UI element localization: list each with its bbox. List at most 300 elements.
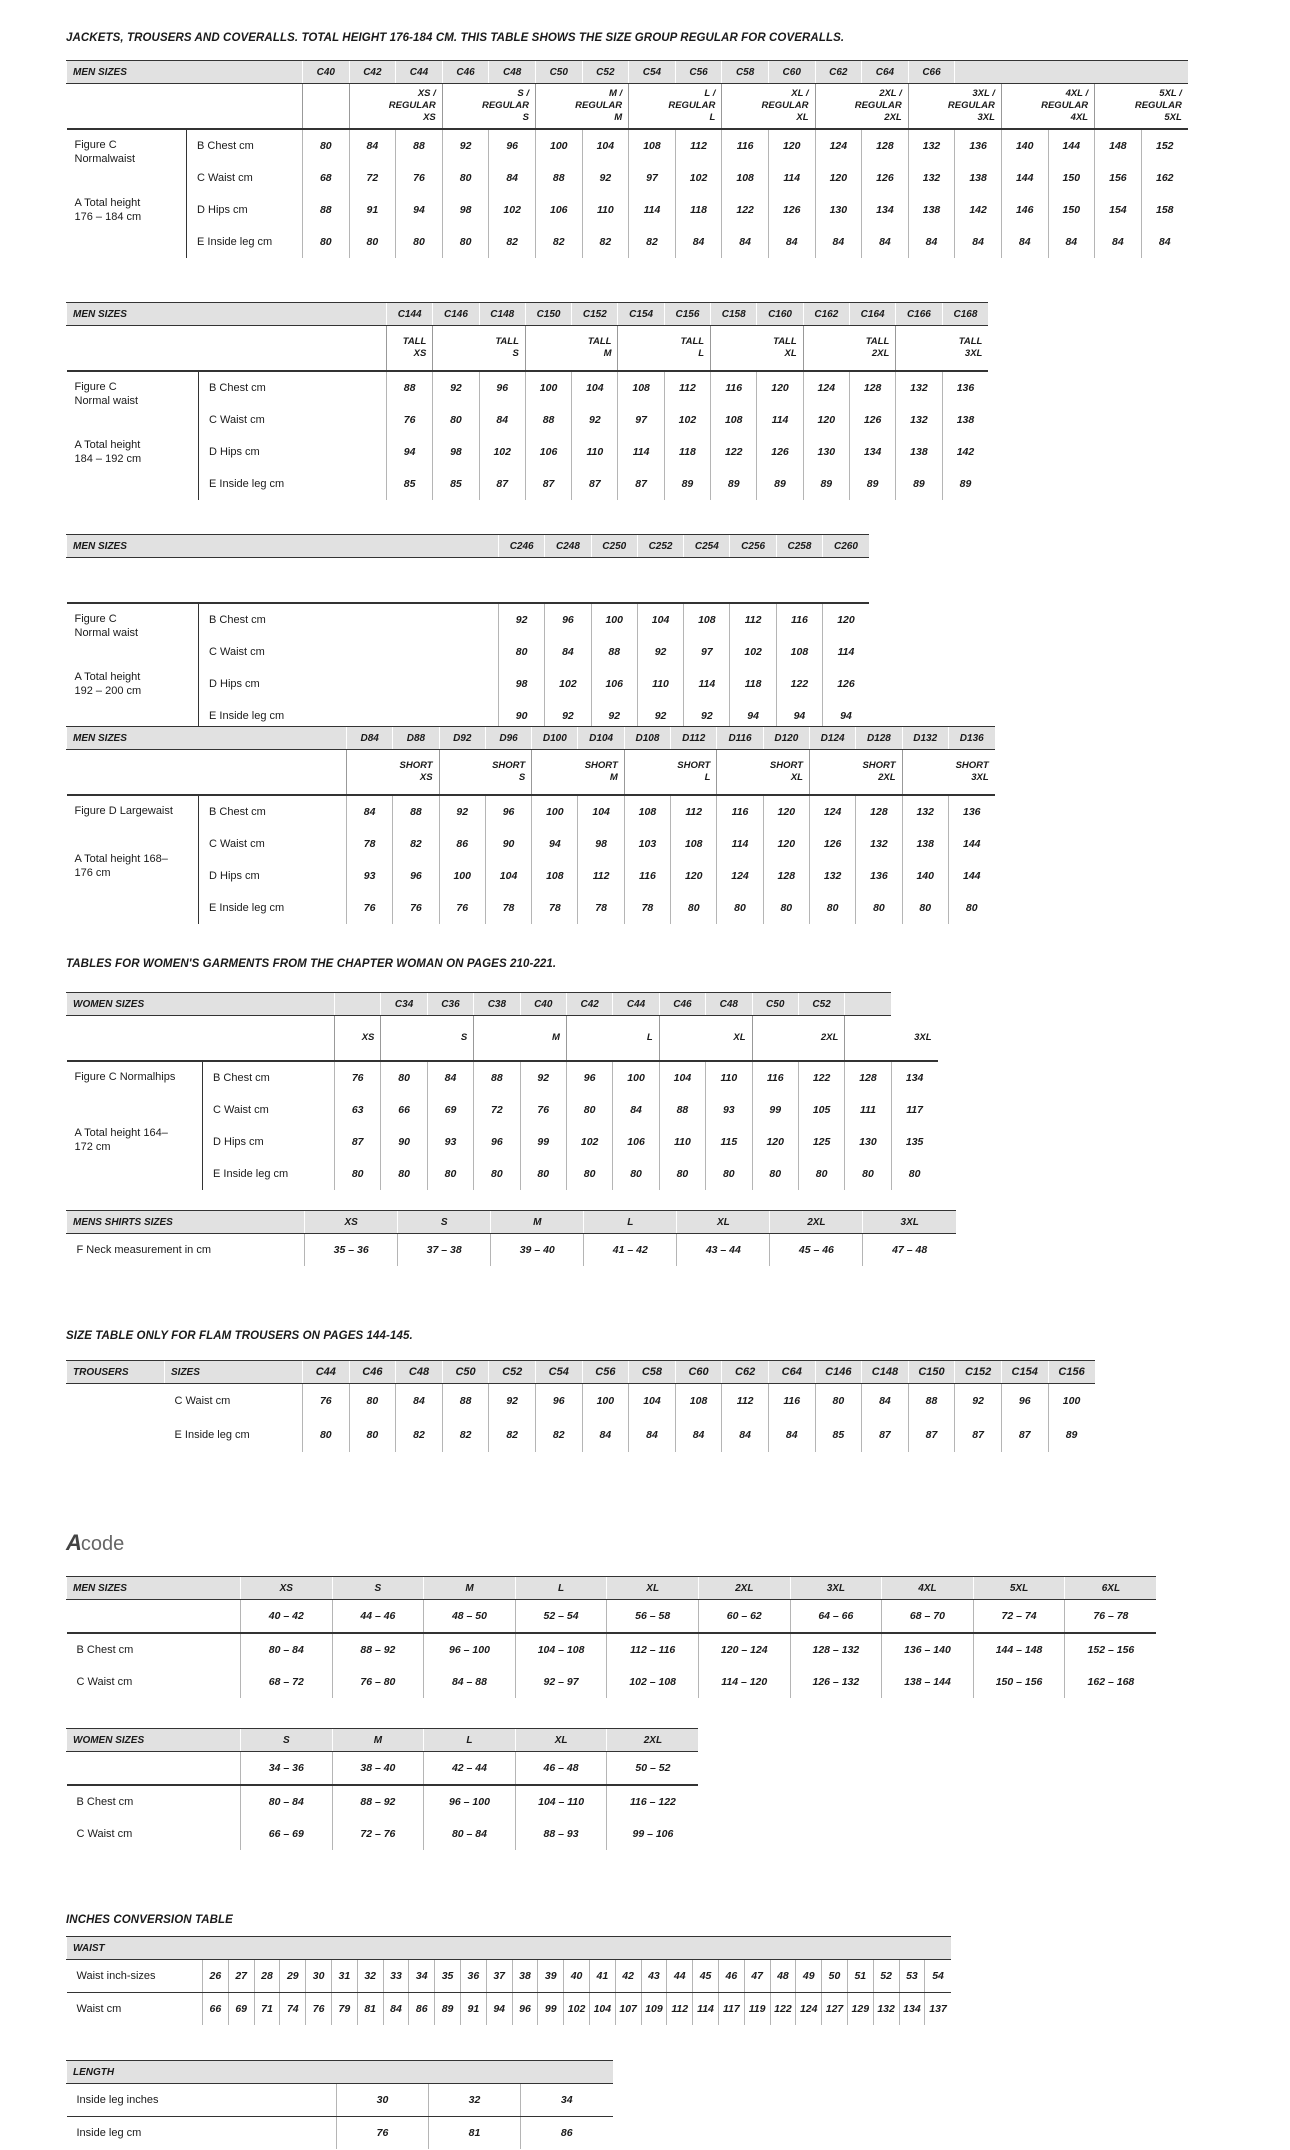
value-cell: 132 <box>908 162 955 194</box>
sub-value: 46 – 48 <box>515 1752 607 1786</box>
value-cell: 86 <box>439 828 485 860</box>
size-label: MEN SIZES <box>67 1577 241 1600</box>
value-cell: 102 <box>545 668 591 700</box>
value-cell: 89 <box>896 468 942 500</box>
size-code: XL <box>607 1577 699 1600</box>
group-line: TALL <box>402 336 427 347</box>
value-cell: 104 <box>485 860 531 892</box>
value-cell: 80 <box>427 1158 473 1190</box>
value-cell: 122 <box>722 194 769 226</box>
measure-label: E Inside leg cm <box>199 700 499 732</box>
size-code: 5XL <box>973 1577 1065 1600</box>
value-cell: 47 – 48 <box>863 1234 956 1267</box>
figure-name: Figure C <box>74 139 117 151</box>
size-code: 2XL <box>607 1729 699 1752</box>
value-cell: 36 <box>460 1960 486 1993</box>
value-cell: 96 <box>535 1384 582 1418</box>
value-cell: 132 <box>873 1993 899 2026</box>
value-cell: 84 – 88 <box>424 1666 516 1698</box>
value-cell: 152 – 156 <box>1065 1633 1157 1666</box>
measure-label: B Chest cm <box>76 1796 134 1808</box>
group-empty <box>499 558 869 604</box>
value-cell: 103 <box>624 828 670 860</box>
value-cell: 93 <box>427 1126 473 1158</box>
size-code: C164 <box>849 303 895 326</box>
value-cell: 84 <box>768 1418 815 1452</box>
value-cell: 136 – 140 <box>882 1633 974 1666</box>
value-cell: 30 <box>306 1960 332 1993</box>
value-cell: 89 <box>435 1993 461 2026</box>
size-code: 3XL <box>863 1211 956 1234</box>
data-row <box>67 404 989 436</box>
men-sizes-tall-extra-table <box>66 534 869 732</box>
value-cell: 80 – 84 <box>241 1633 333 1666</box>
value-cell: 108 <box>722 162 769 194</box>
value-cell: 120 <box>803 404 849 436</box>
value-cell: 108 <box>684 603 730 636</box>
value-cell: 84 <box>347 795 393 828</box>
value-cell: 84 <box>613 1094 659 1126</box>
group-line: 3XL <box>964 348 983 359</box>
group-line: 3XL / <box>972 88 995 99</box>
group-line: S / <box>517 88 529 99</box>
size-code: C52 <box>582 61 629 84</box>
value-cell: 102 – 108 <box>607 1666 699 1698</box>
value-cell: 120 <box>752 1126 798 1158</box>
value-cell: 89 <box>942 468 988 500</box>
value-cell: 122 <box>776 668 822 700</box>
size-code: 3XL <box>790 1577 882 1600</box>
size-code: C38 <box>474 993 520 1016</box>
group-line: 2XL <box>878 772 896 783</box>
value-cell: 52 <box>873 1960 899 1993</box>
value-cell: 126 <box>757 436 803 468</box>
value-cell: 114 <box>823 636 869 668</box>
value-cell: 104 <box>637 603 683 636</box>
value-cell: 134 <box>891 1061 937 1094</box>
value-cell: 82 <box>489 1418 536 1452</box>
group-row <box>67 1016 938 1062</box>
value-cell: 102 <box>730 636 776 668</box>
value-cell: 96 <box>479 371 525 404</box>
value-cell: 84 <box>862 226 909 258</box>
value-cell: 27 <box>228 1960 254 1993</box>
size-code: C42 <box>566 993 612 1016</box>
value-cell: 80 <box>335 1158 381 1190</box>
sub-value: 56 – 58 <box>607 1600 699 1634</box>
size-code: S <box>332 1577 424 1600</box>
value-cell: 39 <box>538 1960 564 1993</box>
value-cell: 110 <box>659 1126 705 1158</box>
size-code: C52 <box>798 993 844 1016</box>
value-cell: 94 <box>532 828 578 860</box>
measure-label: D Hips cm <box>203 1126 335 1158</box>
value-cell: 80 <box>303 1418 350 1452</box>
group-line: S <box>518 772 526 783</box>
sub-value: 42 – 44 <box>424 1752 516 1786</box>
value-cell: 92 <box>545 700 591 732</box>
size-label: MENS SHIRTS SIZES <box>67 1211 305 1234</box>
value-cell: 102 <box>564 1993 590 2026</box>
value-cell: 76 <box>303 1384 350 1418</box>
size-group <box>387 326 433 372</box>
size-code: C48 <box>396 1361 443 1384</box>
value-cell: 87 <box>479 468 525 500</box>
value-cell: 104 <box>578 795 624 828</box>
value-cell: 84 <box>1001 226 1048 258</box>
value-cell: 116 <box>711 371 757 404</box>
size-code: C156 <box>1048 1361 1095 1384</box>
value-cell: 87 <box>618 468 664 500</box>
value-cell: 114 <box>768 162 815 194</box>
size-group <box>335 1016 381 1062</box>
value-cell: 110 <box>706 1061 752 1094</box>
value-cell: 80 <box>671 892 717 924</box>
section-heading-inches: INCHES CONVERSION TABLE <box>66 1914 233 1926</box>
size-code: C52 <box>489 1361 536 1384</box>
data-row <box>67 436 989 468</box>
group-line: SHORT <box>677 760 711 771</box>
size-code: C36 <box>427 993 473 1016</box>
measure-label: C Waist cm <box>199 404 387 436</box>
size-group <box>629 84 722 130</box>
value-cell: 80 <box>474 1158 520 1190</box>
sub-value: 68 – 70 <box>882 1600 974 1634</box>
size-code: C152 <box>572 303 618 326</box>
data-row <box>67 1234 957 1267</box>
value-cell: 40 <box>564 1960 590 1993</box>
size-code: L <box>584 1211 677 1234</box>
group-line: 4XL / <box>1065 88 1089 99</box>
value-cell: 117 <box>718 1993 744 2026</box>
group-line: SHORT <box>492 760 526 771</box>
value-cell: 116 <box>722 129 769 162</box>
size-code: C64 <box>768 1361 815 1384</box>
value-cell: 107 <box>615 1993 641 2026</box>
value-cell: 80 <box>442 226 489 258</box>
value-cell: 82 <box>535 1418 582 1452</box>
data-row <box>67 1960 951 1993</box>
value-cell: 112 <box>722 1384 769 1418</box>
size-code: C44 <box>396 61 443 84</box>
value-cell: 108 <box>671 828 717 860</box>
value-cell: 76 <box>396 162 443 194</box>
data-row <box>67 1384 1095 1418</box>
value-cell: 126 <box>849 404 895 436</box>
value-cell: 94 <box>387 436 433 468</box>
header-row <box>67 1729 699 1752</box>
size-group <box>474 1016 567 1062</box>
value-cell: 54 <box>925 1960 951 1993</box>
value-cell: 112 <box>667 1993 693 2026</box>
size-table <box>66 60 1188 258</box>
value-cell: 96 <box>485 795 531 828</box>
figure-label <box>67 371 199 500</box>
group-line: XS <box>413 348 427 359</box>
value-cell: 150 – 156 <box>973 1666 1065 1698</box>
header-row <box>67 993 938 1016</box>
value-cell: 130 <box>803 436 849 468</box>
value-cell: 48 <box>770 1960 796 1993</box>
data-row <box>67 1061 938 1094</box>
value-cell: 124 <box>809 795 855 828</box>
data-row <box>67 892 995 924</box>
header-row <box>67 727 995 750</box>
value-cell: 154 <box>1095 194 1142 226</box>
data-row <box>67 2084 613 2117</box>
value-cell: 100 <box>532 795 578 828</box>
value-cell: 92 <box>591 700 637 732</box>
acode-logo: Acode <box>66 1530 125 1555</box>
measure-label: C Waist cm <box>199 828 347 860</box>
total-height-label: A Total height 164– <box>74 1127 168 1139</box>
group-line: L <box>698 348 705 359</box>
size-code: C54 <box>629 61 676 84</box>
value-cell: 68 <box>303 162 350 194</box>
group-line: XL <box>733 1032 746 1043</box>
size-code: XL <box>515 1729 607 1752</box>
size-group <box>809 750 902 796</box>
value-cell: 85 <box>815 1418 862 1452</box>
length-conversion-table <box>66 2060 613 2149</box>
value-cell: 38 <box>512 1960 538 1993</box>
group-line: L <box>709 112 716 123</box>
size-code: D96 <box>485 727 531 750</box>
data-row <box>67 603 869 636</box>
table-label: WAIST <box>67 1937 951 1960</box>
size-group <box>439 750 532 796</box>
measure-label: B Chest cm <box>199 603 499 636</box>
value-cell: 43 – 44 <box>677 1234 770 1267</box>
value-cell: 66 <box>203 1993 229 2026</box>
value-cell: 34 <box>521 2084 613 2117</box>
value-cell: 100 <box>525 371 571 404</box>
sub-row <box>67 1600 1157 1634</box>
value-cell: 138 <box>908 194 955 226</box>
value-cell: 32 <box>357 1960 383 1993</box>
measure-label: Inside leg inches <box>67 2084 337 2117</box>
measure-label: C Waist cm <box>187 162 303 194</box>
size-code: C146 <box>433 303 479 326</box>
value-cell: 128 – 132 <box>790 1633 882 1666</box>
size-group <box>845 1016 938 1062</box>
value-cell: 80 <box>891 1158 937 1190</box>
value-cell: 80 <box>499 636 545 668</box>
size-code: C156 <box>664 303 710 326</box>
size-group <box>908 84 1001 130</box>
value-cell: 96 <box>512 1993 538 2026</box>
group-line: M / <box>608 88 623 99</box>
group-line: XL <box>784 348 797 359</box>
size-code: C48 <box>489 61 536 84</box>
size-group <box>711 326 804 372</box>
value-cell: 84 <box>722 1418 769 1452</box>
value-cell: 51 <box>847 1960 873 1993</box>
group-line: SHORT <box>769 760 803 771</box>
value-cell: 150 <box>1048 162 1095 194</box>
value-cell: 35 – 36 <box>305 1234 398 1267</box>
value-cell: 79 <box>331 1993 357 2026</box>
measure-label: B Chest cm <box>187 129 303 162</box>
figure-label <box>67 1061 203 1190</box>
value-cell: 80 <box>381 1061 427 1094</box>
measure-label: Waist cm <box>76 2003 122 2015</box>
value-cell: 80 <box>520 1158 566 1190</box>
value-cell: 63 <box>335 1094 381 1126</box>
total-height-label: A Total height <box>74 439 141 451</box>
men-sizes-regular-table <box>66 60 1188 258</box>
value-cell: 105 <box>798 1094 844 1126</box>
value-cell: 120 <box>757 371 803 404</box>
section-heading-coveralls: JACKETS, TROUSERS AND COVERALLS. TOTAL HEIGHT 176-184 CM. THIS TABLE SHOWS THE SIZE GROUP REGULAR FOR COVERALLS. <box>66 32 845 44</box>
group-line: REGULAR <box>854 100 902 111</box>
group-blank <box>67 558 499 604</box>
size-group <box>525 326 618 372</box>
value-cell: 84 <box>383 1993 409 2026</box>
group-line: REGULAR <box>761 100 809 111</box>
group-line: REGULAR <box>388 100 436 111</box>
value-cell: 92 <box>684 700 730 732</box>
data-row <box>67 1418 1095 1452</box>
value-cell: 128 <box>845 1061 891 1094</box>
value-cell: 126 <box>768 194 815 226</box>
value-cell: 88 <box>474 1061 520 1094</box>
figure-label <box>67 129 187 258</box>
value-cell: 132 <box>809 860 855 892</box>
value-cell: 80 <box>396 226 443 258</box>
empty-cell <box>67 1384 165 1418</box>
value-cell: 138 <box>955 162 1002 194</box>
value-cell: 76 <box>335 1061 381 1094</box>
size-code: C56 <box>582 1361 629 1384</box>
value-cell: 98 <box>578 828 624 860</box>
value-cell: 114 <box>693 1993 719 2026</box>
value-cell: 44 <box>667 1960 693 1993</box>
group-blank <box>67 84 303 130</box>
figure-label <box>67 795 199 924</box>
value-cell: 108 <box>532 860 578 892</box>
header-gap <box>955 61 1188 84</box>
group-line: 5XL / <box>1159 88 1182 99</box>
data-row <box>67 226 1188 258</box>
size-group <box>752 1016 845 1062</box>
value-cell: 84 <box>349 129 396 162</box>
size-code: C46 <box>349 1361 396 1384</box>
group-line: TALL <box>587 336 612 347</box>
value-cell: 82 <box>489 226 536 258</box>
size-code: C150 <box>908 1361 955 1384</box>
measure-label: B Chest cm <box>76 1644 134 1656</box>
value-cell: 76 <box>393 892 439 924</box>
data-row <box>67 828 995 860</box>
group-line: M <box>552 1032 560 1043</box>
size-code: D132 <box>902 727 948 750</box>
value-cell: 104 – 108 <box>515 1633 607 1666</box>
size-code: C160 <box>757 303 803 326</box>
value-cell: 76 <box>387 404 433 436</box>
header-row <box>67 535 869 558</box>
value-cell: 76 <box>347 892 393 924</box>
value-cell: 78 <box>578 892 624 924</box>
value-cell: 88 – 92 <box>332 1785 424 1818</box>
group-line: XS <box>419 772 433 783</box>
size-code: D136 <box>948 727 994 750</box>
size-code: C248 <box>545 535 591 558</box>
size-code: C48 <box>706 993 752 1016</box>
value-cell: 92 <box>582 162 629 194</box>
value-cell: 104 <box>589 1993 615 2026</box>
value-cell: 80 <box>349 226 396 258</box>
value-cell: 84 <box>815 226 862 258</box>
value-cell: 88 <box>303 194 350 226</box>
value-cell: 30 <box>337 2084 429 2117</box>
value-cell: 84 <box>1141 226 1188 258</box>
value-cell: 120 – 124 <box>698 1633 790 1666</box>
value-cell: 80 <box>442 162 489 194</box>
figure-sub: Normal waist <box>74 395 139 407</box>
size-code: C40 <box>520 993 566 1016</box>
group-line: XL <box>790 772 803 783</box>
value-cell: 88 <box>525 404 571 436</box>
total-height-value: 192 – 200 cm <box>74 685 142 697</box>
value-cell: 80 <box>303 129 350 162</box>
value-cell: 122 <box>711 436 757 468</box>
group-line: XS <box>423 112 436 123</box>
value-cell: 96 <box>1001 1384 1048 1418</box>
total-height-value: 176 cm <box>74 867 111 879</box>
value-cell: 84 <box>396 1384 443 1418</box>
measure-label: D Hips cm <box>199 668 499 700</box>
measure-label: C Waist cm <box>203 1094 335 1126</box>
value-cell: 162 <box>1141 162 1188 194</box>
sub-value: 60 – 62 <box>698 1600 790 1634</box>
value-cell: 100 <box>535 129 582 162</box>
value-cell: 84 <box>582 1418 629 1452</box>
value-cell: 96 <box>489 129 536 162</box>
size-group <box>722 84 815 130</box>
size-code: D92 <box>439 727 485 750</box>
value-cell: 130 <box>845 1126 891 1158</box>
total-height-label: A Total height <box>74 671 141 683</box>
trousers-label: TROUSERS <box>67 1361 165 1384</box>
value-cell: 78 <box>485 892 531 924</box>
group-line: 2XL <box>820 1032 839 1043</box>
value-cell: 99 <box>520 1126 566 1158</box>
value-cell: 109 <box>641 1993 667 2026</box>
size-table <box>66 302 988 500</box>
size-label: MEN SIZES <box>67 535 499 558</box>
value-cell: 132 <box>902 795 948 828</box>
data-row <box>67 860 995 892</box>
value-cell: 124 <box>796 1993 822 2026</box>
size-code: C40 <box>303 61 350 84</box>
acode-men-sizes-table <box>66 1576 1156 1698</box>
value-cell: 129 <box>847 1993 873 2026</box>
size-code: D88 <box>393 727 439 750</box>
value-cell: 120 <box>763 795 809 828</box>
group-blank <box>67 1016 335 1062</box>
value-cell: 87 <box>862 1418 909 1452</box>
value-cell: 80 <box>798 1158 844 1190</box>
group-line: 3XL <box>971 772 989 783</box>
size-code: D112 <box>671 727 717 750</box>
value-cell: 135 <box>891 1126 937 1158</box>
value-cell: 88 – 93 <box>515 1818 607 1850</box>
group-line: SHORT <box>862 760 896 771</box>
size-code: 2XL <box>770 1211 863 1234</box>
value-cell: 88 <box>591 636 637 668</box>
value-cell: 80 <box>706 1158 752 1190</box>
